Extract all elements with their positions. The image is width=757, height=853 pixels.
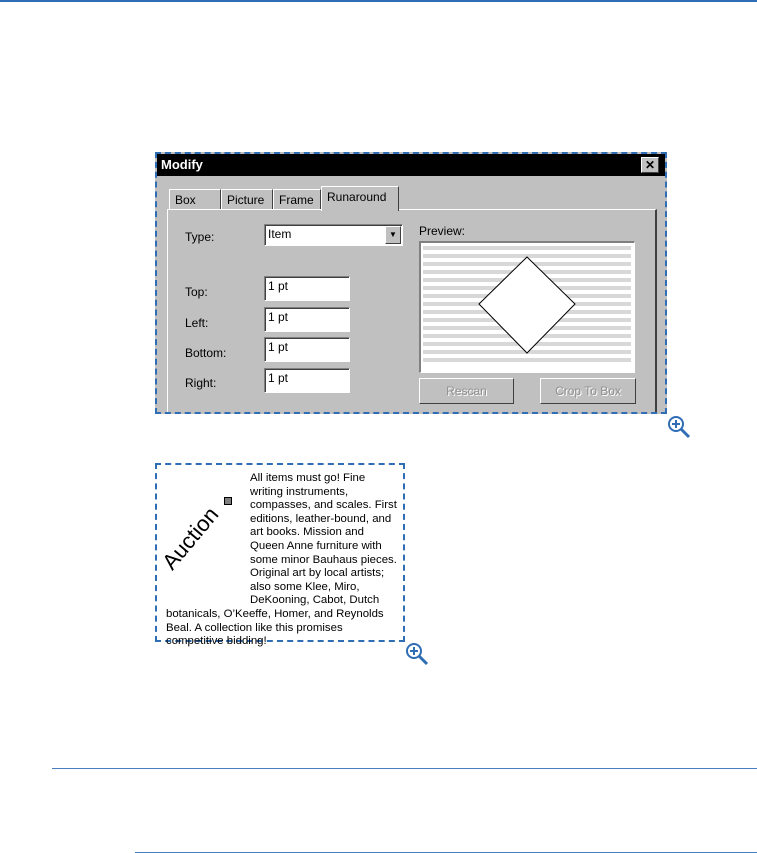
preview-pane — [419, 241, 635, 373]
resize-handle[interactable] — [224, 497, 232, 505]
bottom-field[interactable] — [264, 337, 350, 362]
left-value: 1 pt — [268, 310, 289, 324]
left-label: Left: — [185, 316, 209, 330]
dialog-titlebar — [157, 154, 665, 176]
runaround-sample-figure — [155, 463, 405, 648]
sample-paragraph: All items must go! Fine writing instruments, compasses, and scales. First editions, leather-bound, and art books. Mission and Queen Anne furniture with some minor Bauhaus pieces. Original art by local artists; also some Klee, Miro, DeKooning, Cabot, Dutch botanicals, O’Keeffe, Homer, and Reynolds Beal. A collection like this promises competitive bidding! — [166, 472, 397, 648]
left-field[interactable] — [264, 307, 350, 332]
type-label: Type: — [185, 230, 215, 244]
type-select[interactable] — [264, 224, 403, 246]
rotated-auction-text: Auction — [157, 502, 224, 575]
type-select-value: Item — [268, 227, 292, 241]
top-label: Top: — [185, 285, 208, 299]
right-label: Right: — [185, 376, 217, 390]
crop-to-box-button[interactable]: Crop To Box — [540, 378, 636, 404]
tab-box[interactable] — [169, 189, 221, 209]
top-rule — [0, 0, 757, 2]
sample-text-block — [166, 472, 398, 649]
modify-dialog-figure — [155, 152, 667, 414]
chevron-down-icon[interactable]: ▼ — [385, 226, 401, 244]
tab-runaround[interactable] — [321, 186, 399, 211]
divider-rule — [52, 768, 757, 769]
tab-label: Frame — [279, 193, 314, 207]
zoom-in-icon[interactable] — [404, 641, 430, 667]
preview-graphic — [421, 243, 633, 371]
tab-picture[interactable] — [221, 189, 273, 209]
dialog-title: Modify — [161, 157, 203, 172]
right-field[interactable] — [264, 368, 350, 393]
top-field[interactable] — [264, 276, 350, 301]
zoom-in-icon[interactable] — [666, 414, 692, 440]
top-value: 1 pt — [268, 279, 289, 293]
rescan-button[interactable]: Rescan — [419, 378, 514, 404]
tab-label: Picture — [227, 193, 265, 207]
bottom-label: Bottom: — [185, 346, 227, 360]
tab-label: Box — [175, 193, 196, 207]
tab-label: Runaround — [327, 190, 387, 204]
right-value: 1 pt — [268, 371, 289, 385]
close-button[interactable]: ✕ — [641, 157, 659, 173]
bottom-value: 1 pt — [268, 340, 289, 354]
preview-label: Preview: — [419, 224, 466, 238]
runaround-panel — [167, 209, 657, 414]
tab-frame[interactable] — [273, 189, 321, 209]
